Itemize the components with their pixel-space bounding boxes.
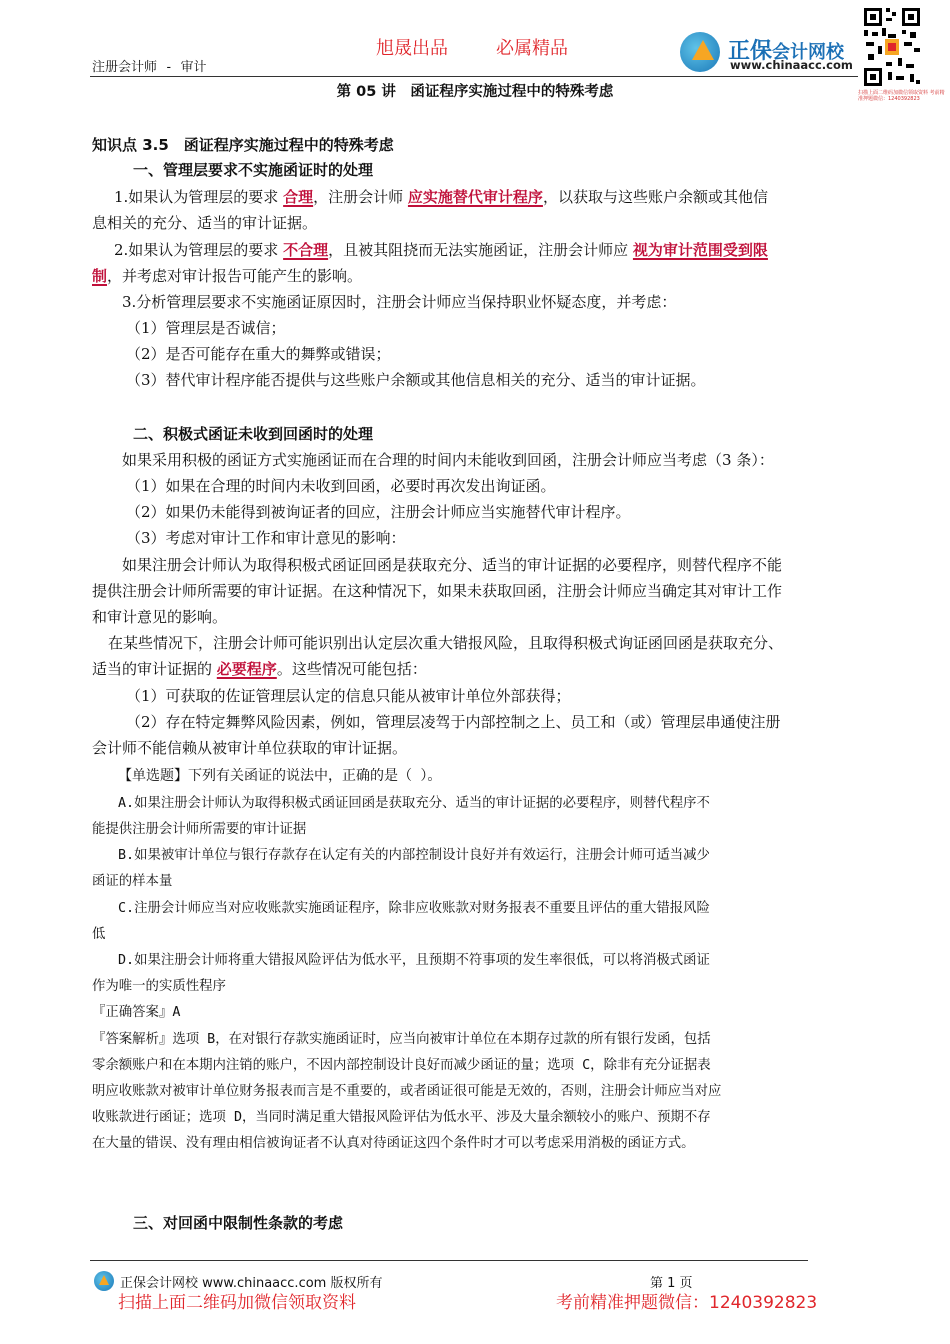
- correct-answer: 『正确答案』A: [92, 1005, 181, 1020]
- s2-case-2-l1: （2）存在特定舞弊风险因素，例如，管理层凌驾于内部控制之上、员工和（或）管理层串通使注册: [126, 713, 781, 731]
- s2-paragraph-2-l2: 提供注册会计师所需要的审计证据。在这种情况下，如果未获取回函，注册会计师应当确定其对审计工作: [92, 582, 783, 600]
- logo-triangle-icon: [692, 40, 714, 60]
- option-c-l2: 低: [92, 927, 106, 942]
- section-2-heading: 二、积极式函证未收到回函时的处理: [133, 425, 374, 443]
- s1-paragraph-2-cont: 制，并考虑对审计报告可能产生的影响。: [92, 267, 363, 285]
- section-1-heading: 一、管理层要求不实施函证时的处理: [133, 161, 374, 179]
- option-d-l1: D.如果注册会计师将重大错报风险评估为低水平，且预期不符事项的发生率很低，可以将消极式函证: [118, 953, 710, 968]
- s2-paragraph-3-l1: 在某些情况下，注册会计师可能识别出认定层次重大错报风险，且取得积极式询证函回函是获取充分、: [108, 634, 784, 652]
- footer-logo-triangle-icon: [99, 1275, 109, 1285]
- highlight-unreasonable: 不合理: [283, 241, 329, 259]
- s2-paragraph-2-l3: 和审计意见的影响。: [92, 608, 228, 626]
- footer-ad-right: 考前精准押题微信：1240392823: [556, 1293, 818, 1313]
- explanation-l4: 收账款进行函证；选项 D，当同时满足重大错报风险评估为低水平、涉及大量余额较小的账户、预期不存: [92, 1110, 711, 1125]
- s1-paragraph-1-cont: 息相关的充分、适当的审计证据。: [92, 214, 318, 232]
- qr-caption: 扫描上面二维码加微信领取资料 考前精准押题微信：1240392823: [858, 90, 945, 102]
- page-title: 第 05 讲 函证程序实施过程中的特殊考虑: [336, 84, 614, 100]
- option-d-l2: 作为唯一的实质性程序: [92, 979, 226, 994]
- explanation-l1: 『答案解析』选项 B，在对银行存款实施函证时，应当向被审计单位在本期存过款的所有银行发函，包括: [92, 1032, 711, 1047]
- s2-item-2: （2）如果仍未能得到被询证者的回应，注册会计师应当实施替代审计程序。: [126, 503, 631, 521]
- question-stem: 【单选题】下列有关函证的说法中，正确的是（ ）。: [118, 768, 442, 784]
- footer-rule: [90, 1260, 808, 1261]
- qr-code-icon[interactable]: [862, 6, 922, 88]
- s2-case-2-l2: 会计师不能信赖从被审计单位获取的审计证据。: [92, 739, 408, 757]
- option-c-l1: C.注册会计师应当对应收账款实施函证程序，除非应收账款对财务报表不重要且评估的重大错报风险: [118, 901, 710, 916]
- s1-paragraph-3: 3.分析管理层要求不实施函证原因时，注册会计师应当保持职业怀疑态度，并考虑：: [122, 293, 677, 311]
- option-b-l2: 函证的样本量: [92, 874, 173, 889]
- footer-copyright: 正保会计网校 www.chinaacc.com 版权所有: [120, 1276, 383, 1291]
- header-slogan-right: 必属精品: [496, 38, 568, 59]
- option-b-l1: B.如果被审计单位与银行存款存在认定有关的内部控制设计良好并有效运行，注册会计师可适当减少: [118, 848, 710, 863]
- s1-item-3: （3）替代审计程序能否提供与这些账户余额或其他信息相关的充分、适当的审计证据。: [126, 371, 706, 389]
- option-a-l1: A.如果注册会计师认为取得积极式函证回函是获取充分、适当的审计证据的必要程序，则替代程序不: [118, 796, 710, 811]
- explanation-l2: 零余额账户和在本期内注销的账户，不因内部控制设计良好而减少函证的量；选项 C，除非有充分证据表: [92, 1058, 711, 1073]
- s2-item-3: （3）考虑对审计工作和审计意见的影响：: [126, 529, 406, 547]
- highlight-necessary-procedure: 必要程序: [216, 660, 277, 678]
- s2-paragraph-1: 如果采用积极的函证方式实施函证而在合理的时间内未能收到回函，注册会计师应当考虑（3 条）：: [122, 451, 774, 469]
- footer-ad-left: 扫描上面二维码加微信领取资料: [118, 1293, 356, 1313]
- s1-item-1: （1）管理层是否诚信；: [126, 319, 286, 337]
- logo-url: www.chinaacc.com: [730, 58, 853, 72]
- section-3-heading: 三、对回函中限制性条款的考虑: [133, 1214, 344, 1232]
- s1-paragraph-1: 1.如果认为管理层的要求 合理，注册会计师 应实施替代审计程序，以获取与这些账户余额或其他信: [114, 188, 768, 206]
- explanation-l3: 明应收账款对被审计单位财务报表而言是不重要的，或者函证很可能是无效的，否则，注册会计师应当对应: [92, 1084, 722, 1099]
- s2-paragraph-3-l2: 适当的审计证据的 必要程序。这些情况可能包括：: [92, 660, 427, 678]
- header-rule: [90, 76, 858, 77]
- s2-item-1: （1）如果在合理的时间内未收到回函，必要时再次发出询证函。: [126, 477, 556, 495]
- knowledge-point-heading: 知识点 3.5 函证程序实施过程中的特殊考虑: [92, 136, 394, 154]
- option-a-l2: 能提供注册会计师所需要的审计证据: [92, 822, 307, 837]
- logo-name: 正保会计网校: [728, 39, 845, 64]
- s2-paragraph-2-l1: 如果注册会计师认为取得积极式函证回函是获取充分、适当的审计证据的必要程序，则替代程序不能: [122, 556, 783, 574]
- explanation-l5: 在大量的错误、没有理由相信被询证者不认真对待函证这四个条件时才可以考虑采用消极的函证方式。: [92, 1136, 695, 1151]
- highlight-reasonable: 合理: [283, 188, 314, 206]
- s1-item-2: （2）是否可能存在重大的舞弊或错误；: [126, 345, 391, 363]
- s2-case-1: （1）可获取的佐证管理层认定的信息只能从被审计单位外部获得；: [126, 687, 571, 705]
- highlight-scope-limitation: 视为审计范围受到限: [632, 241, 768, 259]
- s1-paragraph-2: 2.如果认为管理层的要求 不合理，且被其阻挠而无法实施函证，注册会计师应 视为审计范围受到限: [114, 241, 768, 259]
- header-slogan-left: 旭晟出品: [376, 38, 448, 59]
- footer-page-number: 第 1 页: [650, 1276, 693, 1291]
- header-subject: 注册会计师 - 审计: [92, 60, 207, 75]
- highlight-alternative-procedure: 应实施替代审计程序: [407, 188, 543, 206]
